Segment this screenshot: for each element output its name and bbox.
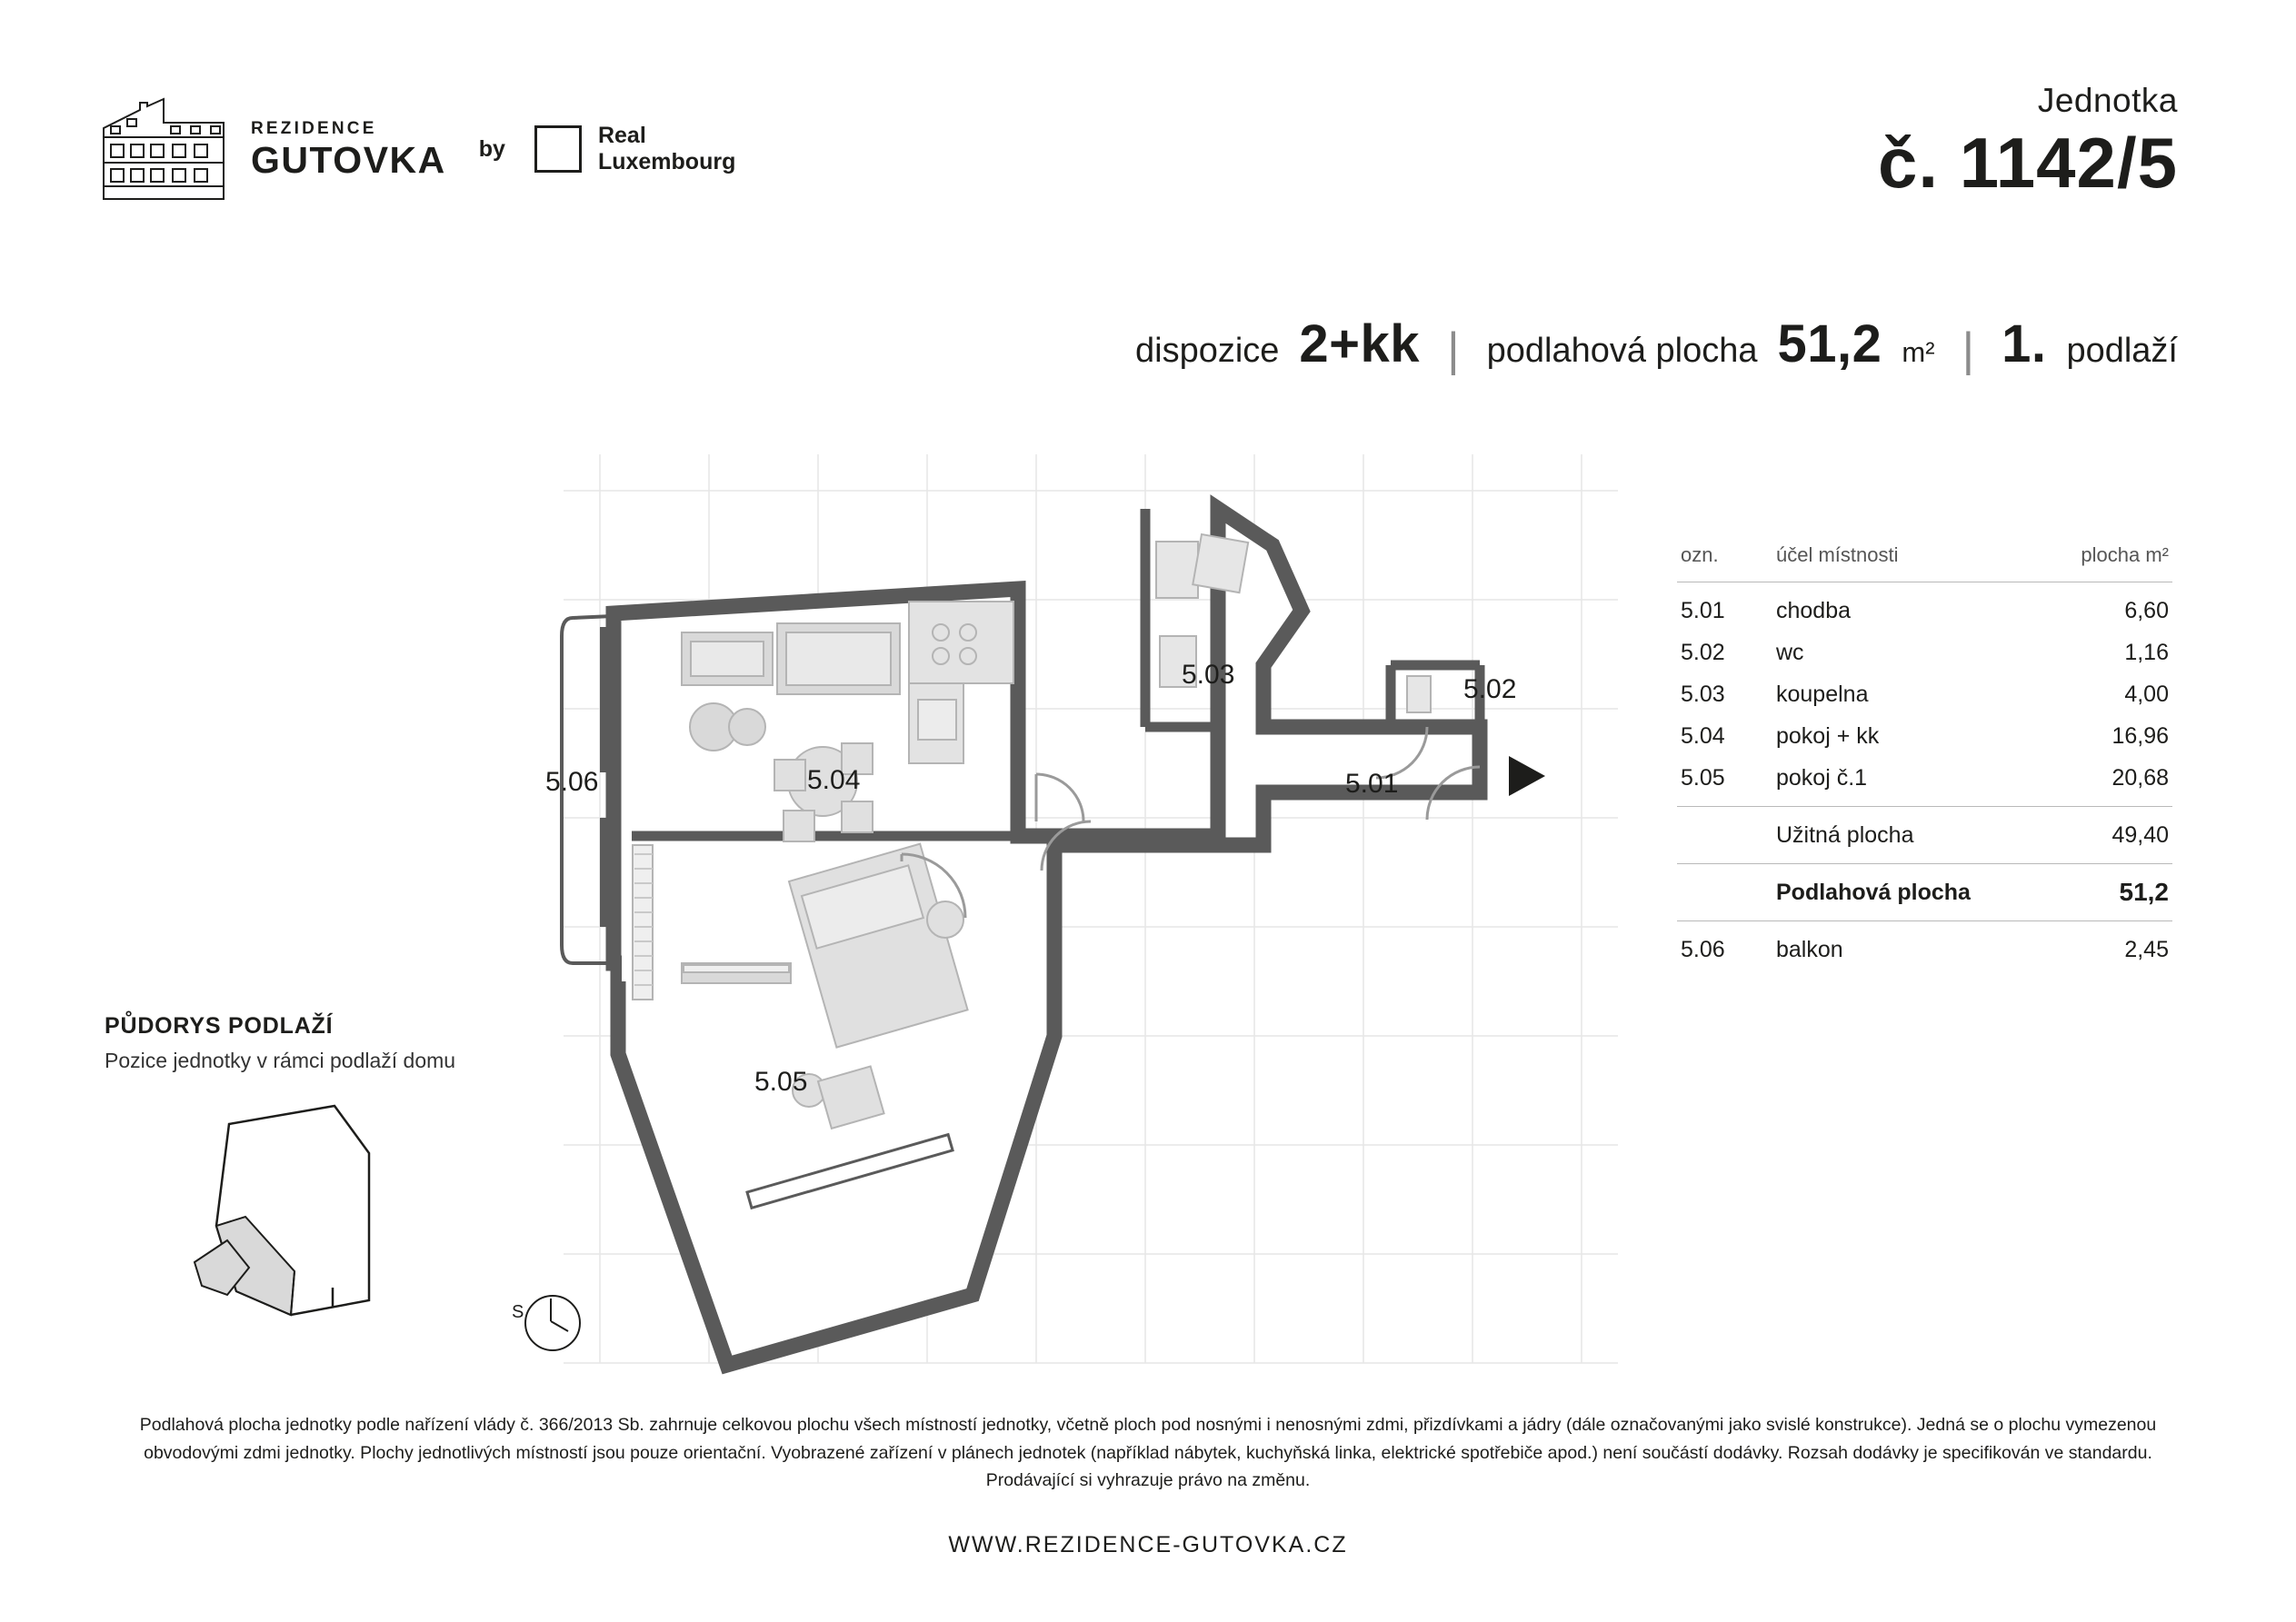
divider: |	[1447, 323, 1460, 376]
brand-logo	[100, 95, 735, 203]
room-area: 4,00	[2124, 681, 2169, 707]
room-name: pokoj + kk	[1776, 722, 1880, 749]
dispozice-label: dispozice	[1135, 332, 1280, 370]
apartment-walls	[609, 491, 1482, 1365]
floor-position-title: PŮDORYS PODLAŽÍ	[105, 1013, 334, 1039]
square-icon	[534, 125, 582, 173]
balcony-label: balkon	[1776, 936, 1843, 962]
room-code: 5.03	[1681, 681, 1725, 707]
room-code: 5.02	[1681, 639, 1725, 665]
dispozice-value: 2+kk	[1299, 314, 1421, 373]
header-name: účel místnosti	[1776, 543, 1899, 566]
brand-by-text: by	[478, 135, 505, 162]
table-row	[1677, 590, 2172, 632]
partner-line-2: Luxembourg	[597, 149, 736, 174]
table-divider	[1677, 806, 2172, 807]
room-code: 5.04	[1681, 722, 1725, 749]
table-header-row	[1677, 536, 2172, 574]
room-name: koupelna	[1776, 681, 1869, 707]
disclaimer-text: Podlahová plocha jednotky podle nařízení vlády č. 366/2013 Sb. zahrnuje celkovou plochu všech místností jednotky, včetně ploch pod nosnými i nenosnými zdmi, přizdívkami a jádry (dále označovanými jako svislé konstrukce). Jedná se o plochu vymezenou obvodovými zdmi jednotky. Plochy jednotlivých místností jsou pouze orientační. Vyobrazené zařízení v plánech jednotek (například nábytek, kuchyňská linka, elektrické spotřebiče apod.) není součástí dodávky. Rozsah dodávky je specifikován ve standardu. Prodávající si vyhrazuje právo na změnu.	[139, 1415, 2157, 1490]
table-row	[1677, 632, 2172, 673]
balcony-door-wall	[600, 627, 614, 772]
page-footer	[0, 1411, 2296, 1558]
room-label-501: 5.01	[1345, 769, 1399, 799]
divider-2: |	[1962, 323, 1975, 376]
plocha-unit: m²	[1902, 336, 1935, 368]
floor-position-block	[105, 1013, 524, 1339]
unit-identifier	[1878, 82, 2178, 203]
floor-position-diagram	[182, 1090, 486, 1339]
brand-gutovka-text: GUTOVKA	[251, 138, 446, 181]
website-url[interactable]: WWW.REZIDENCE-GUTOVKA.CZ	[948, 1532, 1348, 1557]
furniture-wc	[1407, 676, 1431, 712]
room-area: 1,16	[2124, 639, 2169, 665]
room-name: wc	[1776, 639, 1804, 665]
usable-area-row	[1677, 814, 2172, 856]
room-code: 5.01	[1681, 597, 1725, 623]
room-area: 20,68	[2111, 764, 2169, 791]
plocha-label: podlahová plocha	[1486, 332, 1758, 370]
table-divider	[1677, 863, 2172, 864]
plocha-value: 51,2	[1777, 314, 1882, 373]
room-label-502: 5.02	[1463, 674, 1517, 704]
floor-area: 51,2	[2119, 878, 2169, 906]
real-luxembourg-wordmark	[598, 123, 735, 176]
usable-label: Užitná plocha	[1776, 821, 1914, 848]
room-area: 16,96	[2111, 722, 2169, 749]
room-label-505: 5.05	[754, 1067, 808, 1097]
unit-summary	[1135, 313, 2178, 374]
real-luxembourg-logo	[534, 123, 735, 176]
balcony-code: 5.06	[1681, 936, 1725, 962]
room-name: pokoj č.1	[1776, 764, 1868, 791]
header-code: ozn.	[1681, 543, 1719, 566]
balcony-row	[1677, 929, 2172, 970]
compass-north-label: S	[512, 1302, 524, 1322]
page-header	[0, 82, 2296, 223]
floor-area-row	[1677, 871, 2172, 913]
compass-icon	[512, 1286, 584, 1358]
brand-residence-text: REZIDENCE	[251, 118, 377, 138]
entrance-arrow	[1509, 756, 1545, 796]
building-icon	[100, 95, 227, 203]
partner-line-1: Real	[597, 122, 646, 148]
room-schedule-table	[1677, 536, 2172, 970]
table-divider	[1677, 920, 2172, 921]
floor-label: Podlahová plocha	[1776, 879, 1971, 905]
table-row	[1677, 757, 2172, 799]
room-label-504: 5.04	[807, 765, 861, 795]
table-row	[1677, 715, 2172, 757]
table-row	[1677, 673, 2172, 715]
room-label-506: 5.06	[545, 767, 599, 797]
usable-area: 49,40	[2111, 821, 2169, 848]
header-area: plocha m²	[2081, 543, 2169, 566]
floorplan	[545, 454, 1636, 1408]
podlazi-value: 1.	[2002, 314, 2047, 373]
balcony-wall-lower	[600, 818, 614, 927]
room-code: 5.05	[1681, 764, 1725, 791]
room-area: 6,60	[2124, 597, 2169, 623]
balcony-area: 2,45	[2124, 936, 2169, 962]
brand-wordmark	[251, 120, 446, 179]
podlazi-label: podlaží	[2066, 332, 2178, 370]
unit-number: č. 1142/5	[1878, 123, 2178, 203]
unit-label: Jednotka	[2037, 82, 2178, 119]
floor-position-subtitle: Pozice jednotky v rámci podlaží domu	[105, 1049, 456, 1072]
room-label-503: 5.03	[1182, 660, 1235, 690]
room-name: chodba	[1776, 597, 1852, 623]
